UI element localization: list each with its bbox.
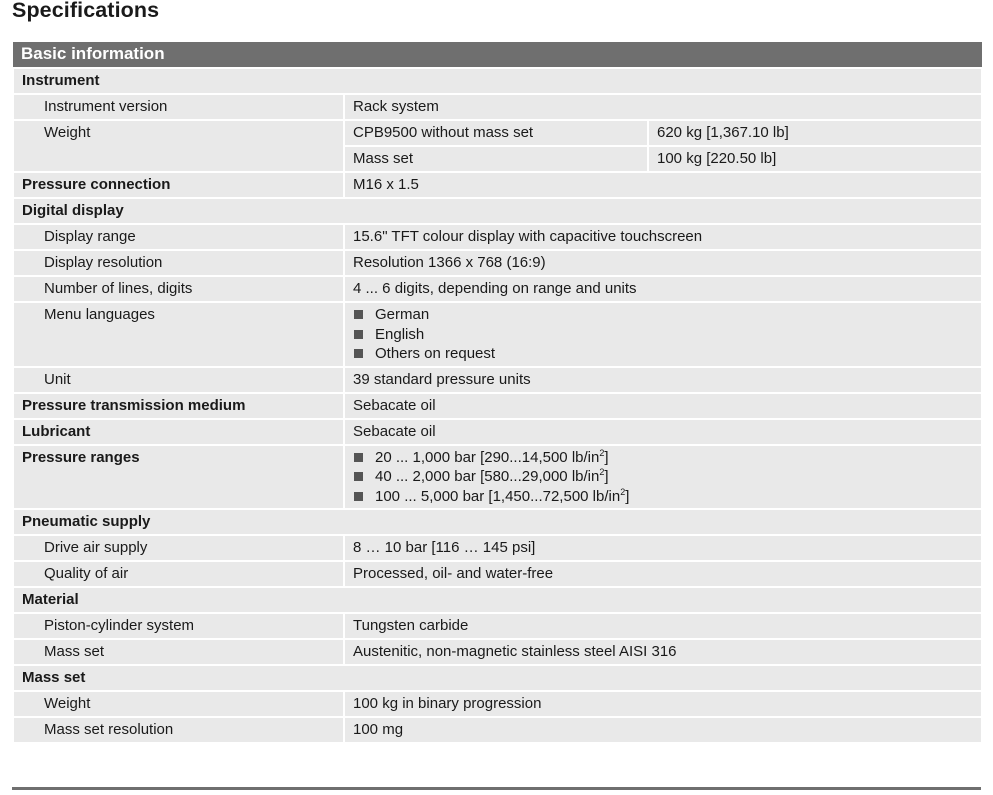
row-value: 100 kg in binary progression [344,691,982,717]
section-header-row [13,42,982,68]
list-item: German [353,305,981,325]
table-row [13,120,982,146]
row-value: 8 … 10 bar [116 … 145 psi] [344,535,982,561]
list-item: 40 ... 2,000 bar [580...29,000 $lb/in^2$] [353,467,981,487]
row-value: 100 mg [344,717,982,743]
row-value: 620 kg [1,367.10 lb] [648,120,982,146]
table-row [13,393,982,419]
table-row [13,561,982,587]
row-label: Mass set [13,639,344,665]
languages-list [353,303,981,366]
row-label: Instrument version [13,94,344,120]
table-row [13,419,982,445]
square-bullet-icon [354,453,363,462]
group-instrument: Instrument [13,68,982,94]
row-value: Austenitic, non-magnetic stainless steel AISI 316 [344,639,982,665]
row-label: Display resolution [13,250,344,276]
row-value: Sebacate oil [344,393,982,419]
square-bullet-icon [354,492,363,501]
list-item: Others on request [353,344,981,364]
pressure-ranges-list [353,446,981,509]
table-row [13,250,982,276]
row-label: Display range [13,224,344,250]
row-value: 15.6" TFT colour display with capacitive touchscreen [344,224,982,250]
group-row [13,198,982,224]
group-pneumatic-supply: Pneumatic supply [13,509,982,535]
table-row [13,445,982,510]
row-label: Pressure ranges [13,445,344,510]
square-bullet-icon [354,310,363,319]
group-digital-display: Digital display [13,198,982,224]
group-mass-set: Mass set [13,665,982,691]
table-row [13,367,982,393]
square-bullet-icon [354,330,363,339]
list-item: 100 ... 5,000 bar [1,450...72,500 $lb/in^2$] [353,487,981,507]
specifications-table [12,42,983,744]
group-row [13,68,982,94]
table-row [13,224,982,250]
row-label: Lubricant [13,419,344,445]
row-label: Drive air supply [13,535,344,561]
row-value [344,302,982,367]
row-label: Weight [13,120,344,172]
table-row [13,717,982,743]
row-label: Pressure connection [13,172,344,198]
section-header: Basic information [13,42,982,68]
table-bottom-rule [12,787,981,790]
row-value: 100 kg [220.50 lb] [648,146,982,172]
row-label: Number of lines, digits [13,276,344,302]
list-item: 20 ... 1,000 bar [290...14,500 $lb/in^2$] [353,448,981,468]
group-row [13,509,982,535]
group-material: Material [13,587,982,613]
table-row [13,172,982,198]
square-bullet-icon [354,472,363,481]
table-row [13,94,982,120]
row-value: Rack system [344,94,982,120]
square-bullet-icon [354,349,363,358]
row-value: Resolution 1366 x 768 (16:9) [344,250,982,276]
table-row [13,691,982,717]
row-value: M16 x 1.5 [344,172,982,198]
row-label: Mass set resolution [13,717,344,743]
table-row [13,613,982,639]
page-title: Specifications [12,0,160,22]
list-item: English [353,325,981,345]
table-row [13,302,982,367]
row-value: 4 ... 6 digits, depending on range and units [344,276,982,302]
group-row [13,587,982,613]
row-label: Quality of air [13,561,344,587]
row-label: Menu languages [13,302,344,367]
row-label: Piston-cylinder system [13,613,344,639]
table-row [13,639,982,665]
row-value: Processed, oil- and water-free [344,561,982,587]
row-subitem: Mass set [344,146,648,172]
row-label: Pressure transmission medium [13,393,344,419]
row-subitem: CPB9500 without mass set [344,120,648,146]
row-value: Tungsten carbide [344,613,982,639]
row-value: 39 standard pressure units [344,367,982,393]
row-value [344,445,982,510]
row-label: Weight [13,691,344,717]
row-label: Unit [13,367,344,393]
group-row [13,665,982,691]
table-row [13,276,982,302]
row-value: Sebacate oil [344,419,982,445]
table-row [13,535,982,561]
